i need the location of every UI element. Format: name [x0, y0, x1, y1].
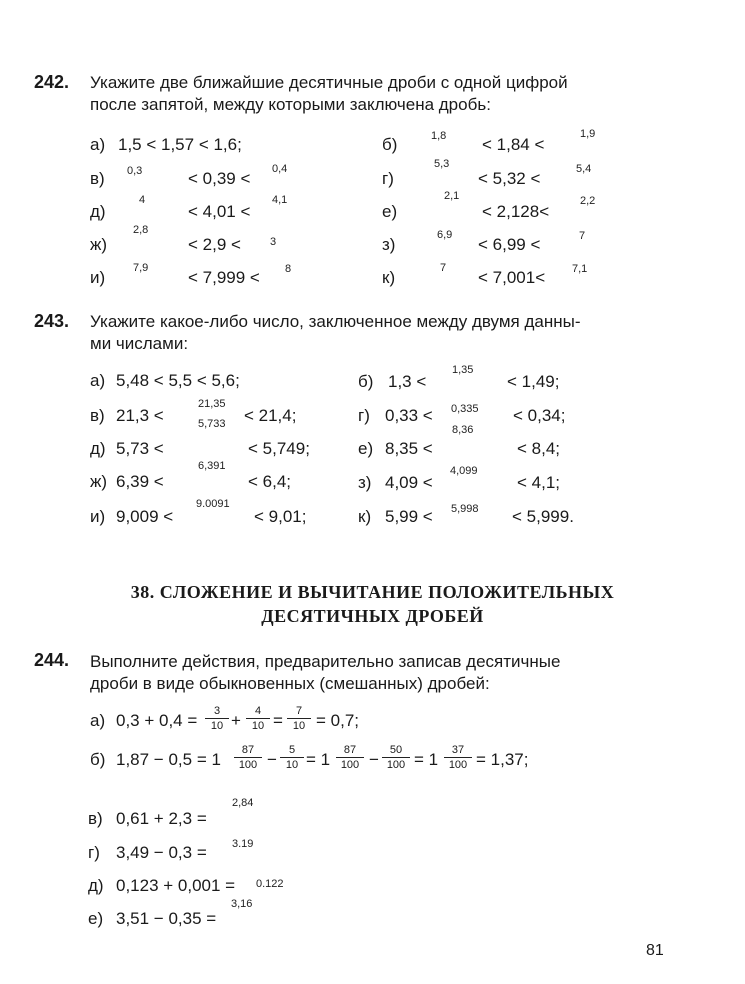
item-label: д) — [90, 202, 106, 221]
item-expression: < 2,9 < — [188, 235, 241, 254]
item-expression: 5,73 < — [116, 439, 164, 458]
exercise-number: 243. — [34, 311, 70, 331]
fraction-bar — [287, 718, 311, 719]
handwritten-answer: 8 — [285, 263, 292, 275]
fraction — [234, 744, 262, 771]
item-label: ж) — [90, 472, 108, 491]
item-label: к) — [382, 268, 396, 287]
handwritten-answer: 21,35 — [198, 398, 226, 410]
item-expression: < 21,4; — [244, 406, 297, 425]
fraction-bar — [444, 757, 472, 758]
handwritten-answer: 6,391 — [198, 460, 226, 472]
handwritten-answer: 7,1 — [572, 263, 588, 275]
item-expression: = 1,37; — [476, 750, 529, 769]
item-label: д) — [88, 876, 104, 895]
item-label: е) — [358, 439, 374, 458]
fraction-bar — [382, 757, 410, 758]
handwritten-answer: 5,4 — [576, 163, 592, 175]
item-expression: 0,3 + 0,4 = — [116, 711, 198, 730]
item-label: и) — [90, 507, 106, 526]
handwritten-answer: 8,36 — [452, 424, 474, 436]
item-expression: 5,99 < — [385, 507, 433, 526]
handwritten-answer: 7,9 — [133, 262, 149, 274]
item-expression: < 4,1; — [517, 473, 561, 492]
item-label: и) — [90, 268, 106, 287]
fraction-denominator: 100 — [448, 759, 468, 771]
item-expression: 4,09 < — [385, 473, 433, 492]
handwritten-answer: 7 — [440, 262, 447, 274]
fraction-bar — [205, 718, 229, 719]
item-expression: < 0,34; — [513, 406, 566, 425]
operator: = 1 — [306, 750, 331, 769]
item-label: а) — [90, 135, 106, 154]
handwritten-answer: 6,9 — [437, 229, 453, 241]
task-text: Выполните действия, предварительно записав десятичные — [90, 652, 561, 671]
fraction-denominator: 10 — [285, 759, 299, 771]
item-label: а) — [90, 711, 106, 730]
item-label: б) — [382, 135, 398, 154]
exercise-number: 244. — [34, 650, 70, 670]
operator: + — [231, 711, 241, 730]
handwritten-answer: 7 — [579, 230, 586, 242]
item-label: г) — [382, 169, 394, 188]
item-expression: < 2,128< — [482, 202, 550, 221]
handwritten-answer: 5,998 — [451, 503, 479, 515]
fraction — [280, 744, 304, 771]
item-label: г) — [88, 843, 100, 862]
fraction-numerator: 50 — [389, 744, 403, 756]
fraction — [287, 705, 311, 732]
operator: = — [273, 711, 283, 730]
item-label: е) — [88, 909, 104, 928]
fraction-denominator: 10 — [210, 720, 224, 732]
page-number: 81 — [646, 942, 664, 959]
item-label: а) — [90, 371, 106, 390]
item-label: в) — [90, 406, 105, 425]
fraction-bar — [280, 757, 304, 758]
item-expression: < 0,39 < — [188, 169, 251, 188]
handwritten-answer: 5,733 — [198, 418, 226, 430]
item-label: г) — [358, 406, 370, 425]
handwritten-answer: 4,1 — [272, 194, 288, 206]
fraction — [444, 744, 472, 771]
handwritten-answer: 4 — [139, 194, 146, 206]
item-expression: < 7,999 < — [188, 268, 260, 287]
handwritten-answer: 5,3 — [434, 158, 450, 170]
item-expression: < 4,01 < — [188, 202, 251, 221]
item-label: в) — [90, 169, 105, 188]
item-label: д) — [90, 439, 106, 458]
task-text: дроби в виде обыкновенных (смешанных) дробей: — [90, 674, 490, 693]
handwritten-answer: 2,2 — [580, 195, 596, 207]
item-label: б) — [358, 372, 374, 391]
fraction — [382, 744, 410, 771]
fraction-numerator: 7 — [295, 705, 303, 717]
handwritten-answer: 3 — [270, 236, 277, 248]
task-text: ми числами: — [90, 334, 189, 353]
fraction-denominator: 10 — [251, 720, 265, 732]
handwritten-answer: 0,3 — [127, 165, 143, 177]
item-expression: 0,123 + 0,001 = — [116, 876, 236, 895]
section-title: 38. СЛОЖЕНИЕ И ВЫЧИТАНИЕ ПОЛОЖИТЕЛЬНЫХ — [130, 582, 615, 602]
item-expression: 1,3 < — [388, 372, 427, 391]
handwritten-answer: 1,8 — [431, 130, 447, 142]
fraction-denominator: 100 — [386, 759, 406, 771]
handwritten-answer: 3,16 — [231, 898, 253, 910]
handwritten-answer: 9.0091 — [196, 498, 230, 510]
fraction-numerator: 87 — [343, 744, 357, 756]
handwritten-answer: 3.19 — [232, 838, 254, 850]
handwritten-answer: 2,1 — [444, 190, 460, 202]
handwritten-answer: 1,35 — [452, 364, 474, 376]
item-expression: < 8,4; — [517, 439, 561, 458]
operator: − — [267, 750, 277, 769]
item-expression: < 6,99 < — [478, 235, 541, 254]
fraction-denominator: 100 — [238, 759, 258, 771]
fraction — [205, 705, 229, 732]
item-expression: < 5,749; — [248, 439, 310, 458]
fraction-numerator: 4 — [254, 705, 262, 717]
fraction-numerator: 87 — [241, 744, 255, 756]
item-expression: 1,87 − 0,5 = 1 — [116, 750, 221, 769]
item-expression: < 5,32 < — [478, 169, 541, 188]
fraction-bar — [234, 757, 262, 758]
task-text: Укажите какое-либо число, заключенное между двумя данны- — [90, 312, 581, 331]
item-label: к) — [358, 507, 372, 526]
handwritten-answer: 0,4 — [272, 163, 288, 175]
item-expression: 0,61 + 2,3 = — [116, 809, 207, 828]
item-expression: < 9,01; — [254, 507, 307, 526]
item-label: ж) — [90, 235, 108, 254]
fraction — [246, 705, 270, 732]
fraction-denominator: 100 — [340, 759, 360, 771]
item-label: б) — [90, 750, 106, 769]
item-expression: 3,51 − 0,35 = — [116, 909, 217, 928]
fraction-bar — [336, 757, 364, 758]
exercise-number: 242. — [34, 72, 70, 92]
fraction-numerator: 5 — [288, 744, 296, 756]
item-expression: < 5,999. — [512, 507, 574, 526]
item-expression: < 1,49; — [507, 372, 560, 391]
task-text: после запятой, между которыми заключена дробь: — [90, 95, 491, 114]
item-expression: = 0,7; — [316, 711, 360, 730]
handwritten-answer: 0.122 — [256, 878, 284, 890]
fraction-numerator: 3 — [213, 705, 221, 717]
operator: = 1 — [414, 750, 439, 769]
item-expression: 0,33 < — [385, 406, 433, 425]
item-expression: < 6,4; — [248, 472, 292, 491]
item-expression: 1,5 < 1,57 < 1,6; — [118, 135, 242, 154]
handwritten-answer: 0,335 — [451, 403, 479, 415]
operator: − — [369, 750, 379, 769]
task-text: Укажите две ближайшие десятичные дроби с одной цифрой — [90, 73, 568, 92]
handwritten-answer: 4,099 — [450, 465, 478, 477]
handwritten-answer: 2,8 — [133, 224, 149, 236]
fraction-bar — [246, 718, 270, 719]
handwritten-answer: 1,9 — [580, 128, 596, 140]
handwritten-answer: 2,84 — [232, 797, 254, 809]
item-expression: 3,49 − 0,3 = — [116, 843, 207, 862]
item-expression: 5,48 < 5,5 < 5,6; — [116, 371, 240, 390]
fraction-numerator: 37 — [451, 744, 465, 756]
item-label: з) — [382, 235, 396, 254]
item-expression: 9,009 < — [116, 507, 174, 526]
item-expression: 21,3 < — [116, 406, 164, 425]
item-label: е) — [382, 202, 398, 221]
section-title: ДЕСЯТИЧНЫХ ДРОБЕЙ — [261, 606, 484, 626]
item-label: в) — [88, 809, 103, 828]
fraction — [336, 744, 364, 771]
item-expression: 6,39 < — [116, 472, 164, 491]
item-expression: < 1,84 < — [482, 135, 545, 154]
item-expression: < 7,001< — [478, 268, 546, 287]
fraction-denominator: 10 — [292, 720, 306, 732]
item-expression: 8,35 < — [385, 439, 433, 458]
item-label: з) — [358, 473, 372, 492]
